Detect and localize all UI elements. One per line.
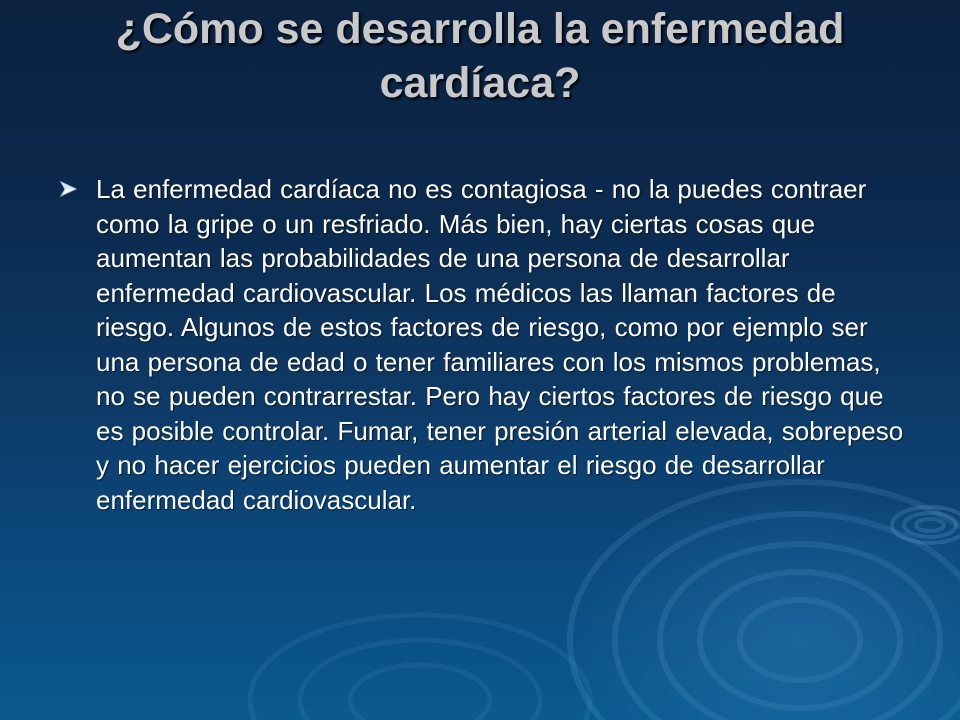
slide-title: ¿Cómo se desarrolla la enfermedad cardíaca? bbox=[115, 5, 845, 107]
bullet-text: La enfermedad cardíaca no es contagiosa - no la puedes contraer como la gripe o un resfriado. Más bien, hay ciertas cosas que aumentan las probabilidades de una persona de desarrollar enfermedad cardiovascular. Los médicos las llaman factores de riesgo. Algunos de estos factores de riesgo, como por ejemplo ser una persona de edad o tener familiares con los mismos problemas, no se pueden contrarrestar. Pero hay ciertos factores de riesgo que es posible controlar. Fumar, tener presión arterial elevada, sobrepeso y no hacer ejercicios pueden aumentar el riesgo de desarrollar enfermedad cardiovascular. bbox=[96, 174, 904, 515]
bullet-item bbox=[60, 172, 910, 517]
bullet-list bbox=[60, 172, 910, 517]
arrow-bullet-icon bbox=[60, 181, 78, 197]
